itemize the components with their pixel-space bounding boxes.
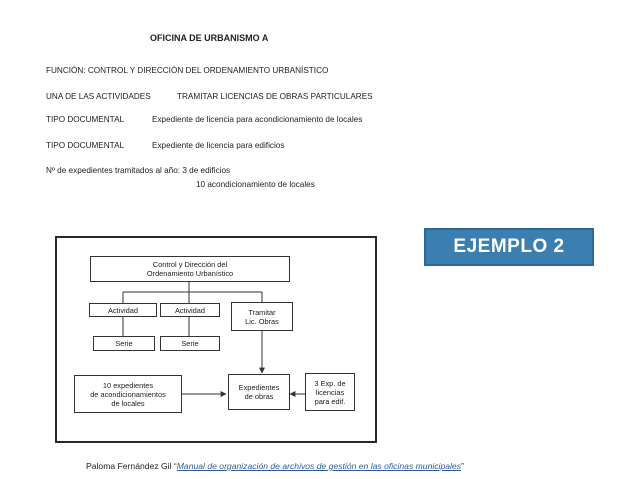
footer-work-link[interactable]: Manual de organización de archivos de gestión en las oficinas municipales xyxy=(176,461,462,471)
tipo-documental-label-2: TIPO DOCUMENTAL xyxy=(46,141,125,150)
tipo-documental-value-2: Expediente de licencia para edificios xyxy=(152,141,285,150)
footer-close-quote: ” xyxy=(461,461,464,471)
node-serie-2: Serie xyxy=(160,336,220,351)
footer-citation xyxy=(86,461,464,471)
node-10-expedientes: 10 expedientes de acondicionamientos de locales xyxy=(74,375,182,413)
funcion-line: FUNCIÓN: CONTROL Y DIRECCIÓN DEL ORDENAMIENTO URBANÍSTICO xyxy=(46,66,329,75)
actividad-label: UNA DE LAS ACTIVIDADES xyxy=(46,92,151,101)
expedientes-line-2: 10 acondicionamiento de locales xyxy=(196,180,315,189)
tipo-documental-value-1: Expediente de licencia para acondicionamiento de locales xyxy=(152,115,363,124)
node-3-exp-licencias: 3 Exp. de licencias para edif. xyxy=(305,373,355,411)
node-actividad-1: Actividad xyxy=(89,303,157,317)
node-expedientes-de-obras: Expedientes de obras xyxy=(228,374,290,410)
footer-author: Paloma Fernández Gil “ xyxy=(86,461,177,471)
node-actividad-2: Actividad xyxy=(160,303,220,317)
actividad-value: TRAMITAR LICENCIAS DE OBRAS PARTICULARES xyxy=(177,92,373,101)
page-title: OFICINA DE URBANISMO A xyxy=(150,33,269,43)
node-serie-1: Serie xyxy=(93,336,155,351)
node-control-direccion: Control y Dirección del Ordenamiento Urbanístico xyxy=(90,256,290,282)
node-tramitar-lic-obras: Tramitar Lic. Obras xyxy=(231,302,293,331)
ejemplo-badge: EJEMPLO 2 xyxy=(424,228,594,266)
tipo-documental-label-1: TIPO DOCUMENTAL xyxy=(46,115,125,124)
expedientes-line-1: Nº de expedientes tramitados al año: 3 de edificios xyxy=(46,166,231,175)
